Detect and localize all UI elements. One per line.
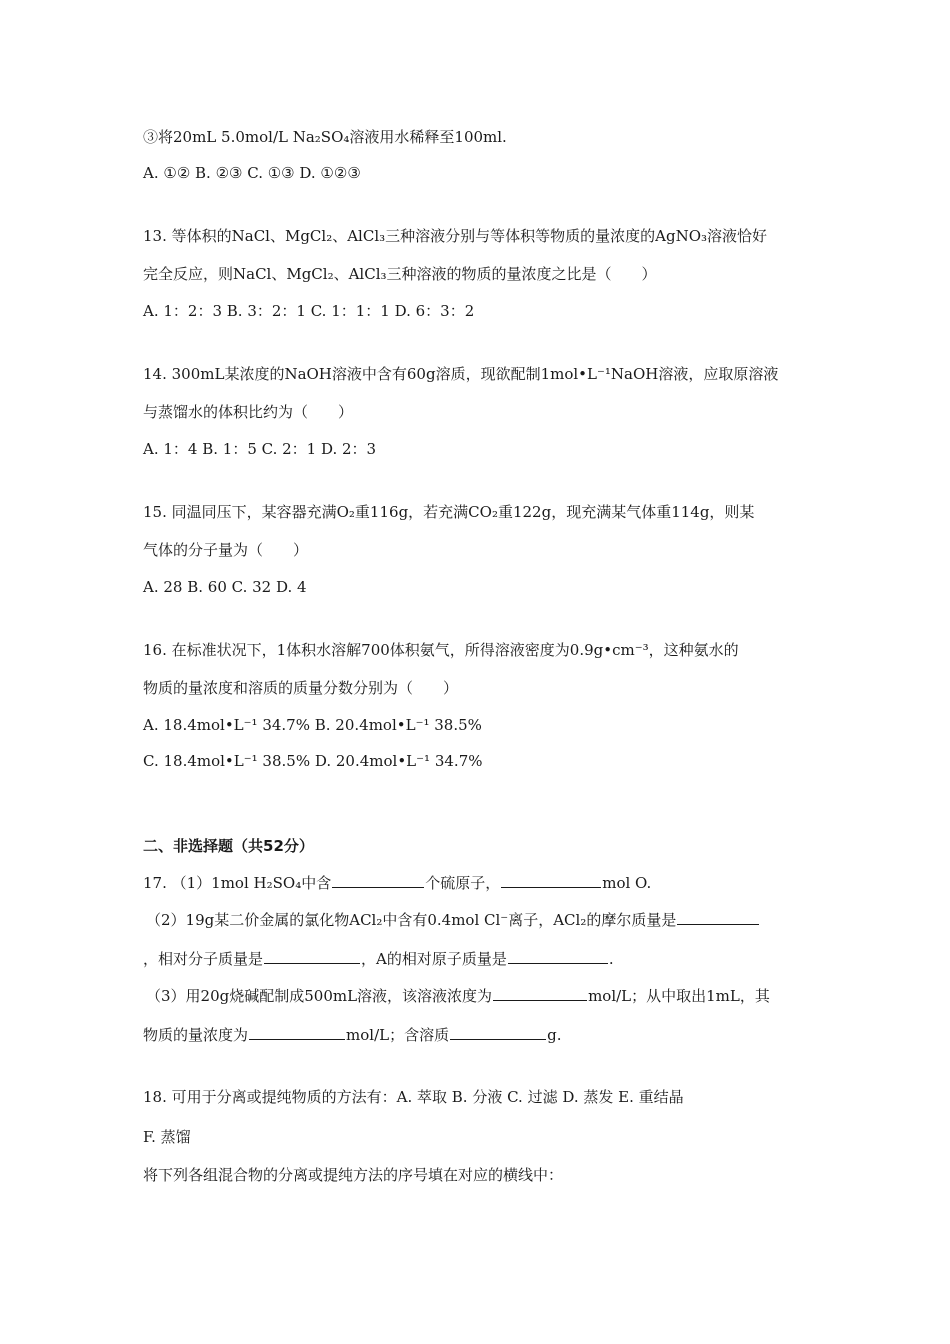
answer-blank[interactable] xyxy=(450,1024,546,1040)
q17-p3-text-b: mol/L；从中取出1mL，其 xyxy=(588,987,770,1005)
answer-blank[interactable] xyxy=(332,872,424,888)
section-title: 二、非选择题（共52分） xyxy=(143,837,314,855)
q17-p3-text-a: （3）用20g烧碱配制成500mL溶液，该溶液浓度为 xyxy=(146,987,493,1005)
answer-blank[interactable] xyxy=(493,985,587,1001)
answer-blank[interactable] xyxy=(501,872,601,888)
q12-item3: ③将20mL 5.0mol/L Na₂SO₄溶液用水稀释至100ml. xyxy=(143,128,507,146)
answer-blank[interactable] xyxy=(508,948,608,964)
q16-stem-line1: 16. 在标准状况下，1体积水溶解700体积氨气，所得溶液密度为0.9g•cm⁻³，这种氨水的 xyxy=(143,641,739,659)
q17-p2-text-a: （2）19g某二价金属的氯化物ACl₂中含有0.4mol Cl⁻离子，ACl₂的摩尔质量是 xyxy=(146,911,677,929)
q17-p1-text-c: mol O. xyxy=(602,874,652,892)
q16-options-cd: C. 18.4mol•L⁻¹ 38.5% D. 20.4mol•L⁻¹ 34.7% xyxy=(143,752,483,770)
q17-p3-text-d: mol/L；含溶质 xyxy=(346,1026,450,1044)
q17-p2-text-d: . xyxy=(608,950,614,968)
q17-part3-line1 xyxy=(146,985,770,1006)
answer-blank[interactable] xyxy=(677,909,759,925)
q13-stem-line1: 13. 等体积的NaCl、MgCl₂、AlCl₃三种溶液分别与等体积等物质的量浓度的AgNO₃溶液恰好 xyxy=(143,227,768,245)
q14-stem-line2: 与蒸馏水的体积比约为（ ） xyxy=(143,403,354,421)
q16-options-ab: A. 18.4mol•L⁻¹ 34.7% B. 20.4mol•L⁻¹ 38.5% xyxy=(143,716,482,734)
answer-blank[interactable] xyxy=(249,1024,345,1040)
q17-part2-line2 xyxy=(143,948,614,969)
q16-stem-line2: 物质的量浓度和溶质的质量分数分别为（ ） xyxy=(143,679,459,697)
q13-options: A. 1：2：3 B. 3：2：1 C. 1：1：1 D. 6：3：2 xyxy=(143,302,475,320)
q17-p1-text-a: 17. （1）1mol H₂SO₄中含 xyxy=(143,874,332,892)
q17-p2-text-c: ，A的相对原子质量是 xyxy=(361,950,507,968)
q18-stem-line1: 18. 可用于分离或提纯物质的方法有：A. 萃取 B. 分液 C. 过滤 D. 蒸发 E. 重结晶 xyxy=(143,1088,684,1106)
answer-blank[interactable] xyxy=(264,948,360,964)
q15-stem-line1: 15. 同温同压下，某容器充满O₂重116g，若充满CO₂重122g，现充满某气体重114g，则某 xyxy=(143,503,755,521)
q18-stem-line2: F. 蒸馏 xyxy=(143,1128,191,1146)
q17-part3-line2 xyxy=(143,1024,561,1045)
q17-p3-text-e: g. xyxy=(547,1026,562,1044)
q17-p1-text-b: 个硫原子， xyxy=(425,874,501,892)
q17-part2-line1 xyxy=(146,909,760,930)
q14-options: A. 1：4 B. 1：5 C. 2：1 D. 2：3 xyxy=(143,440,377,458)
q18-instruction: 将下列各组混合物的分离或提纯方法的序号填在对应的横线中： xyxy=(143,1166,564,1184)
q17-p2-text-b: ，相对分子质量是 xyxy=(143,950,264,968)
q13-stem-line2: 完全反应，则NaCl、MgCl₂、AlCl₃三种溶液的物质的量浓度之比是（ ） xyxy=(143,265,657,283)
q14-stem-line1: 14. 300mL某浓度的NaOH溶液中含有60g溶质，现欲配制1mol•L⁻¹NaOH溶液，应取原溶液 xyxy=(143,365,779,383)
q17-p3-text-c: 物质的量浓度为 xyxy=(143,1026,249,1044)
q15-stem-line2: 气体的分子量为（ ） xyxy=(143,541,309,559)
q12-options: A. ①② B. ②③ C. ①③ D. ①②③ xyxy=(143,164,361,182)
q17-part1 xyxy=(143,872,651,893)
q15-options: A. 28 B. 60 C. 32 D. 4 xyxy=(143,578,307,596)
